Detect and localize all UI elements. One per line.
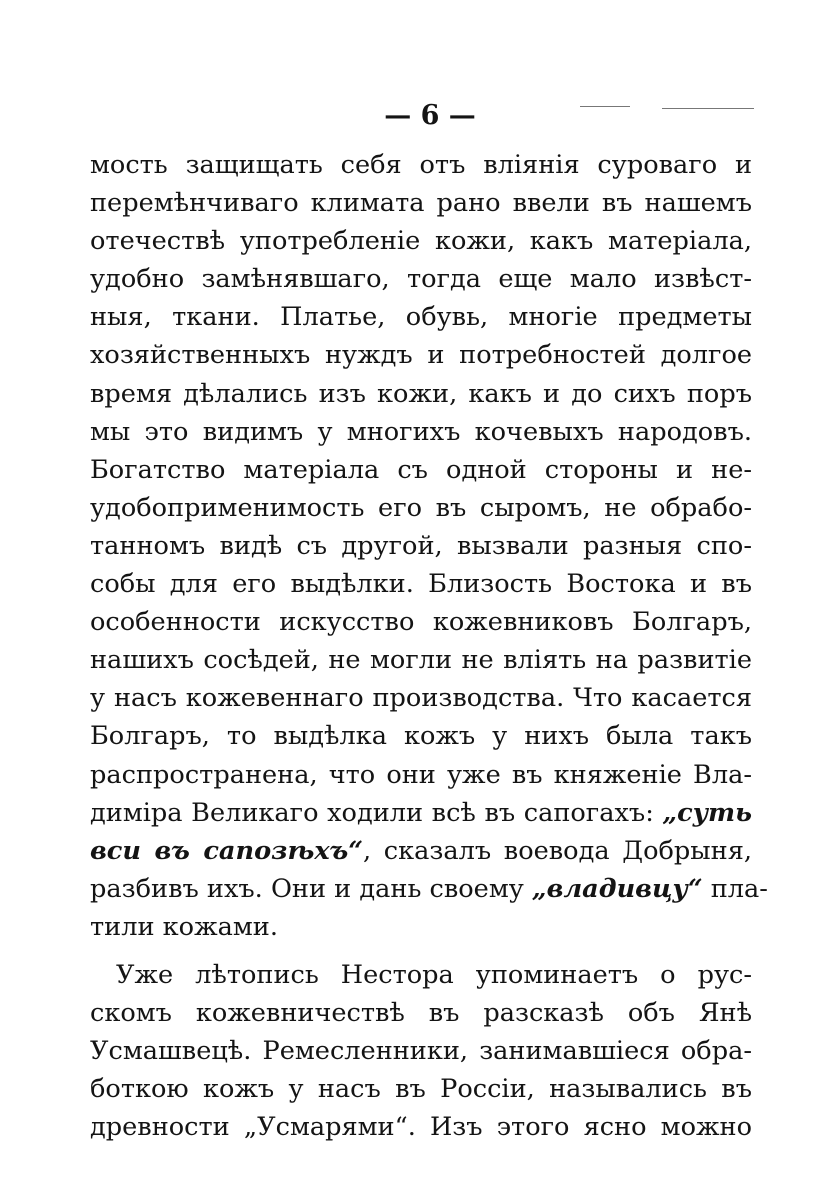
text-line: собы для его выдѣлки. Близость Востока и въ [90,569,752,600]
header-rule [580,106,630,107]
text-line: мы это видимъ у многихъ кочевыхъ народовъ. [90,416,752,447]
text-segment: пла- [702,873,768,904]
text-line: у насъ кожевеннаго производства. Что касается [90,683,752,714]
text-line [90,870,768,908]
text-line: древности „Усмарями“. Изъ этого ясно можно [90,1112,752,1143]
text-line: Болгаръ, то выдѣлка кожъ у нихъ была такъ [90,721,752,752]
text-segment: , сказалъ воевода Добрыня, [362,835,752,866]
text-line [90,794,752,832]
text-line: тили кожами. [90,911,278,942]
italic-quote: „владивцу“ [531,873,703,904]
text-line: перемѣнчиваго климата рано ввели въ нашемъ [90,188,752,219]
text-line: особенности искусство кожевниковъ Болгаръ, [90,607,752,638]
text-line: боткою кожъ у насъ въ Россіи, назывались въ [90,1074,752,1105]
text-line: мость защищать себя отъ вліянія суроваго и [90,150,752,180]
text-line: Усмашвецѣ. Ремесленники, занимавшіеся обра- [90,1036,752,1067]
text-line: хозяйственныхъ нуждъ и потребностей долгое [90,340,752,371]
text-line: нашихъ сосѣдей, не могли не влiять на развитіе [90,645,752,676]
paragraph [90,146,768,946]
text-line: Богатство матеріала съ одной стороны и не- [90,454,752,485]
text-line: удобоприменимость его въ сыромъ, не обрабо- [90,492,752,523]
text-segment: разбивъ ихъ. Они и дань своему [90,873,532,904]
text-segment: диміра Великаго ходили всѣ въ сапогахъ: [90,797,663,828]
text-line: скомъ кожевничествѣ въ разсказѣ объ Янѣ [90,998,752,1029]
text-line: Уже лѣтопись Нестора упоминаетъ о рус- [116,959,752,990]
text-line: отечествѣ употребленіе кожи, какъ матеріала, [90,226,752,257]
body-text [90,146,768,1146]
page-header [0,96,840,146]
text-line: ныя, ткани. Платье, обувь, многіе предметы [90,302,752,333]
paragraph [90,956,752,1146]
page-number: — 6 — [384,100,476,131]
header-rule [662,108,754,109]
text-line [90,832,752,870]
text-line: распространена, что они уже въ княженіе Вла- [90,759,752,790]
text-line: удобно замѣнявшаго, тогда еще мало извѣст- [90,264,752,295]
text-line: танномъ видѣ съ другой, вызвали разныя спо- [90,530,752,561]
text-line: время дѣлались изъ кожи, какъ и до сихъ поръ [90,378,752,409]
italic-quote: вси въ сапозѣхъ“ [90,835,363,866]
paragraph-gap [90,946,752,956]
italic-quote: „суть [662,797,752,828]
